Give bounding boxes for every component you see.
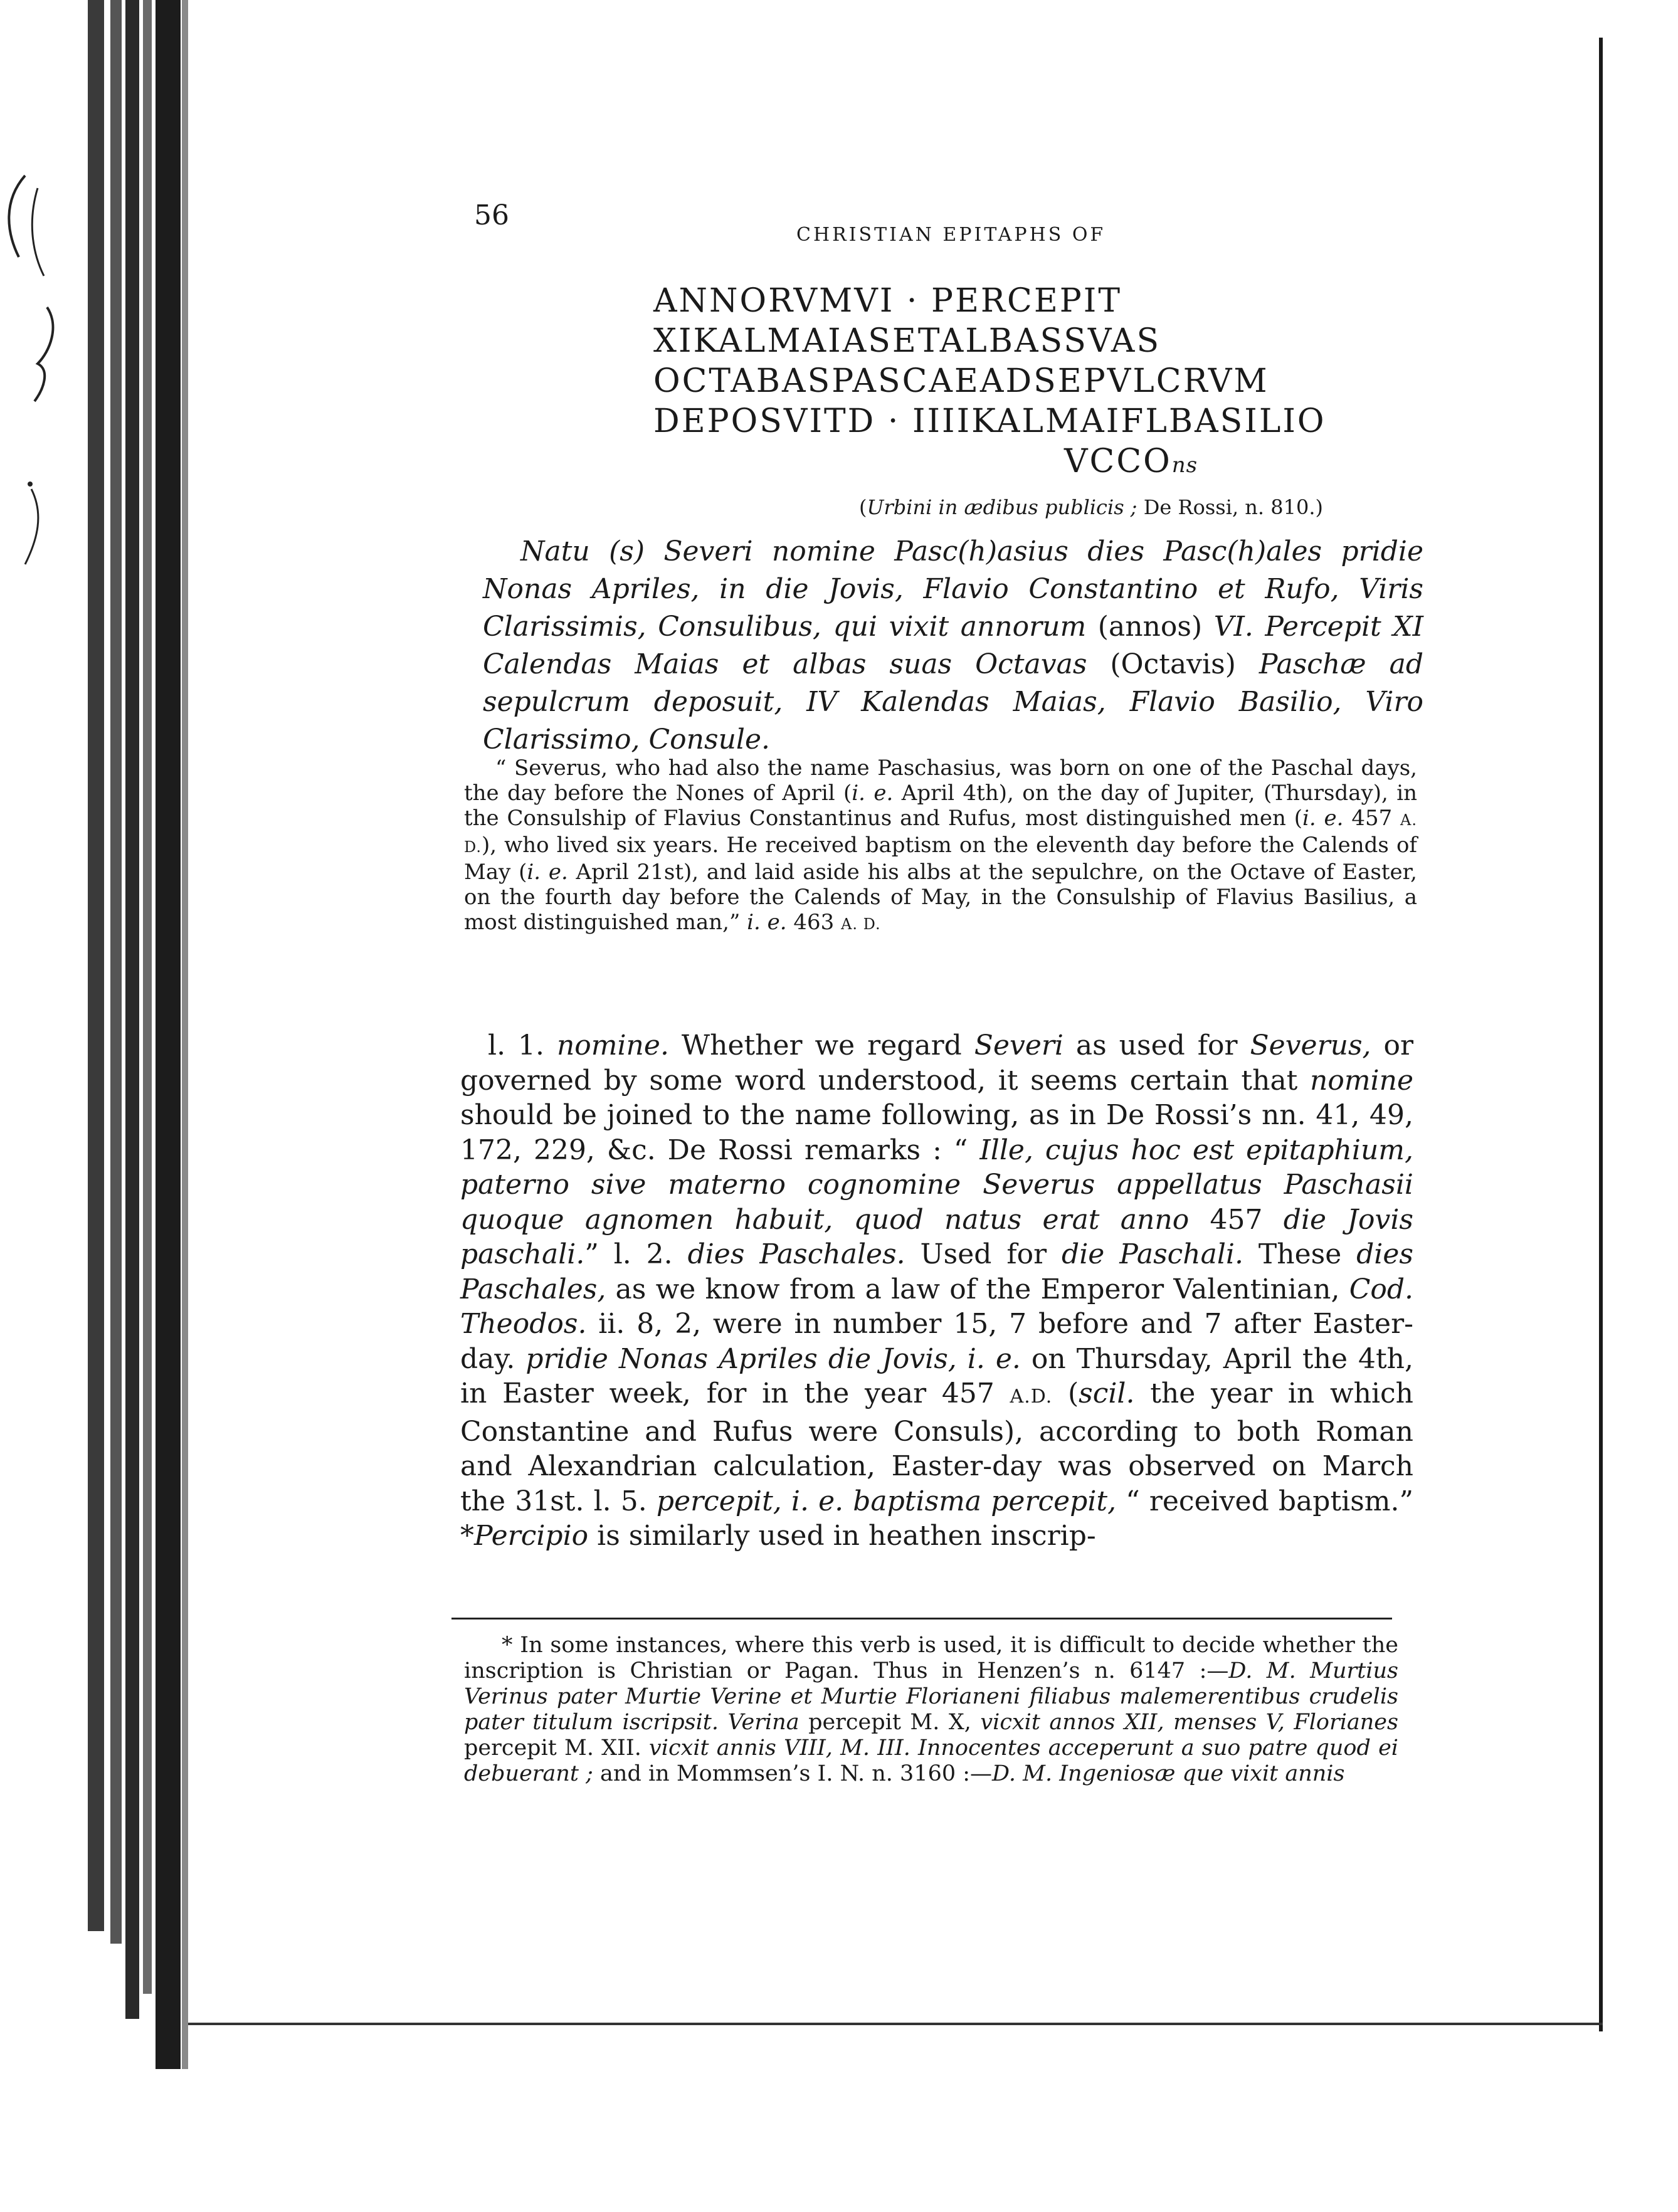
commentary-text: Whether we regard: [668, 1030, 974, 1061]
footnote-text: and in Mommsen’s I. N. n. 3160 :—: [593, 1761, 993, 1786]
commentary-italic: pridie Nonas Apriles die Jovis, i. e.: [525, 1342, 1021, 1375]
inscription-line: OCTABASPASCAEADSEPVLCRVM: [653, 362, 1269, 400]
translation-small-caps: A. D.: [841, 915, 881, 933]
commentary-italic: scil.: [1079, 1377, 1135, 1409]
commentary-text: as used for: [1063, 1030, 1250, 1061]
commentary-italic: nomine.: [556, 1030, 669, 1061]
commentary-small-caps: A.D.: [1010, 1386, 1053, 1408]
latin-transcription: [483, 533, 1423, 759]
footnote-italic: vicxit annos XII, menses V, Florianes: [980, 1710, 1398, 1735]
commentary-text: the year in which Constantine and Rufus were Consuls), according to both Roman and Alexandrian calculation, Easter-day was observed on March the 31st. l. 5.: [460, 1377, 1413, 1517]
commentary-italic: dies Paschales,: [460, 1238, 1413, 1305]
commentary-italic: die Jovis paschali.: [460, 1203, 1413, 1270]
commentary-italic: Severus,: [1250, 1030, 1371, 1061]
latin-roman: (Octavis): [1110, 648, 1236, 680]
commentary-italic: Percipio: [474, 1520, 589, 1552]
inscription-line: XIKALMAIASETALBASSVAS: [653, 322, 1161, 360]
translation-text: 463: [786, 910, 842, 935]
footnote-text: percepit M. XII.: [464, 1735, 650, 1761]
inscription-line: [653, 441, 1326, 485]
english-translation: [464, 756, 1417, 937]
commentary-text: ii. 8, 2, were in number 15, 7 before and 7 after Easter-day.: [460, 1308, 1413, 1375]
translation-text: ), who lived six years. He received baptism on the eleventh day before the Calends of May (: [464, 833, 1417, 885]
source-reference: De Rossi, n. 810.): [1137, 495, 1323, 519]
inscription-caps: VCCO: [1064, 443, 1172, 480]
commentary-text: These: [1243, 1238, 1357, 1270]
footnote-text: * In some instances, where this verb is used, it is difficult to decide whether the inscription is Christian or Pagan. Thus in Henzen’s n. 6147 :—: [464, 1633, 1398, 1683]
latin-text: Natu (s) Severi nomine Pasc(h)asius dies Pasc(h)ales pridie Nonas Apriles, in die Jovis, Flavio Constantino et Rufo, Viris Clarissimis, Consulibus, qui vixit annorum: [483, 535, 1423, 643]
commentary-text: “ received baptism.” *: [460, 1485, 1413, 1552]
commentary-text: should be joined to the name following, as in De Rossi’s nn. 41, 49, 172, 229, &c. De Rossi remarks : “: [460, 1099, 1413, 1166]
running-head: CHRISTIAN EPITAPHS OF: [796, 224, 1106, 246]
commentary-text: Used for: [905, 1238, 1062, 1270]
commentary-text: as we know from a law of the Emperor Valentinian,: [606, 1273, 1349, 1305]
translation-italic: i. e.: [1302, 806, 1344, 831]
commentary-text: ” l. 2.: [584, 1238, 688, 1270]
inscription-line: ANNORVMVI · PERCEPIT: [653, 282, 1122, 320]
latin-text: VI. Percepit XI Calendas Maias et albas suas Octavas: [483, 611, 1424, 680]
translation-small-caps: A. D.: [464, 811, 1418, 856]
commentary-italic: percepit, i. e. baptisma percepit,: [656, 1485, 1117, 1517]
commentary-italic: Ille, cujus hoc est epitaphium, paterno sive materno cognomine Severus appellatus Paschasii quoque agnomen habuit, quod natus erat anno: [460, 1134, 1413, 1236]
commentary-text: on Thursday, April the 4th, in Easter week, for in the year 457: [460, 1342, 1413, 1409]
footnote-rule: [451, 1618, 1392, 1620]
footnote-italic: D. M. Murtius Verinus pater Murtie Verine et Murtie Florianeni filiabus malemerentibus crudelis pater titulum iscripsit. Verina: [464, 1658, 1398, 1735]
commentary-text: l. 1.: [488, 1030, 557, 1061]
translation-italic: i. e.: [852, 781, 894, 806]
latin-roman: (annos): [1097, 611, 1203, 643]
translation-text: April 4th), on the day of Jupiter, (Thursday), in the Consulship of Flavius Constantinus and Rufus, most distinguished men (: [464, 781, 1417, 831]
commentary-text: 457: [1189, 1203, 1284, 1236]
inscription-italic: ns: [1171, 453, 1198, 478]
commentary-italic: nomine: [1310, 1064, 1413, 1097]
latin-text: Paschæ ad sepulcrum deposuit, IV Kalendas Maias, Flavio Basilio, Viro Clarissimo, Consule.: [483, 648, 1424, 756]
commentary-text: or governed by some word understood, it seems certain that: [460, 1030, 1413, 1097]
page-number: 56: [474, 199, 509, 231]
commentary-text: is similarly used in heathen inscrip-: [588, 1520, 1096, 1552]
translation-italic: i. e.: [527, 860, 568, 885]
source-citation: [859, 495, 1323, 519]
footnote: [464, 1633, 1398, 1787]
translation-italic: i. e.: [747, 910, 787, 935]
footnote-text: percepit M. X,: [799, 1710, 981, 1735]
footnote-italic: D. M. Ingeniosæ que vixit annis: [992, 1761, 1345, 1786]
source-paren: (: [859, 495, 867, 519]
translation-text: “ Severus, who had also the name Paschasius, was born on one of the Paschal days, the day before the Nones of April (: [464, 756, 1417, 806]
footnote-italic: vicxit annis VIII, M. III. Innocentes acceperunt a suo patre quod ei debuerant ;: [464, 1735, 1398, 1786]
translation-text: April 21st), and laid aside his albs at the sepulchre, on the Octave of Easter, on the fourth day before the Calends of May, in the Consulship of Flavius Basilius, a most distinguished man,”: [464, 860, 1417, 935]
translation-text: 457: [1343, 806, 1401, 831]
commentary-italic: Severi: [974, 1030, 1063, 1061]
commentary-italic: Cod. Theodos.: [460, 1273, 1413, 1340]
commentary: [460, 1028, 1413, 1554]
source-location: Urbini in ædibus publicis ;: [867, 495, 1137, 519]
inscription: [653, 281, 1326, 485]
commentary-italic: dies Paschales.: [687, 1238, 905, 1270]
commentary-text: (: [1052, 1377, 1079, 1409]
inscription-line: DEPOSVITD · IIIIKALMAIFLBASILIO: [653, 403, 1326, 440]
commentary-italic: die Paschali.: [1062, 1238, 1243, 1270]
